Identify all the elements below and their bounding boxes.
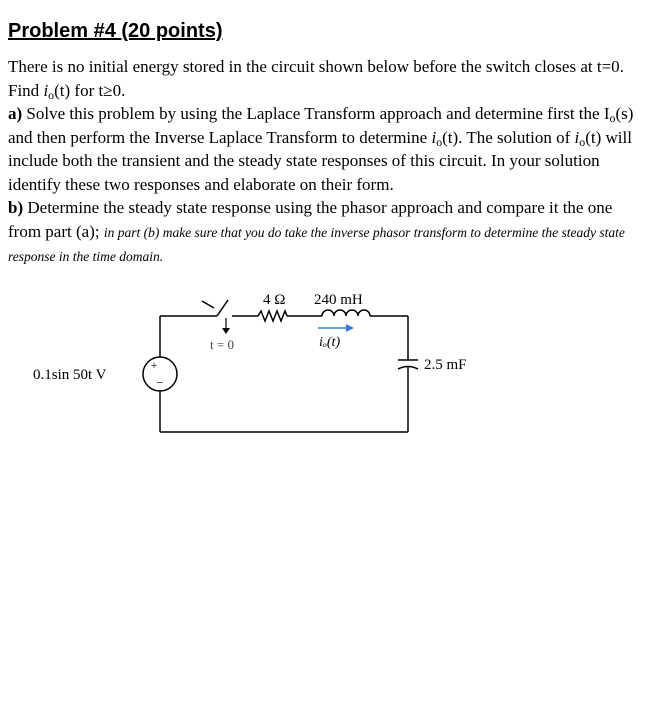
- part-b-note: in part (b) make sure that you do take the inverse phasor transform to determine the steady state response in the time domain.: [8, 224, 625, 264]
- part-a-text-3: (t). The solution of: [442, 127, 575, 147]
- resistor-label: 4 Ω: [263, 292, 286, 308]
- source-plus: +: [150, 358, 158, 372]
- switch-contact: [202, 301, 214, 308]
- part-a-sub-3: o: [579, 134, 586, 149]
- part-b-text-1: Determine the steady state response using the phasor approach and compare it the one from part (a);: [8, 198, 613, 241]
- circuit-diagram: [0, 270, 652, 445]
- intro-text-1: There is no initial energy stored in the circuit shown below before the switch closes at t=0. Find: [8, 57, 624, 100]
- current-arrow-head: [346, 324, 354, 332]
- inductor-label: 240 mH: [314, 292, 363, 308]
- part-b-label: b): [8, 198, 24, 217]
- intro-sub: o: [48, 87, 55, 102]
- capacitor-label: 2.5 mF: [424, 357, 467, 373]
- part-a-text-1: Solve this problem by using the Laplace Transform approach and determine first the I: [22, 104, 610, 123]
- source-minus: −: [156, 375, 164, 390]
- switch-arrow-head: [222, 328, 230, 334]
- problem-text: [8, 55, 648, 269]
- inductor-240mh: [322, 310, 370, 316]
- intro-paragraph: [8, 55, 648, 102]
- part-a-text-4: (t) will include both the transient and the steady state responses of this circuit. In your solution identify these two responses and elaborate on their form.: [8, 127, 632, 194]
- current-label: iₒ(t): [319, 335, 341, 350]
- intro-var: i: [43, 80, 49, 100]
- part-a-paragraph: [8, 102, 648, 196]
- part-a-label: a): [8, 104, 23, 123]
- switch-label: t = 0: [210, 337, 234, 352]
- source-label: 0.1sin 50t V: [33, 367, 107, 383]
- switch-blade: [217, 300, 228, 316]
- resistor-4ohm: [258, 311, 287, 321]
- part-a-sub-2: o: [436, 134, 443, 149]
- part-a-sub-1: o: [609, 110, 616, 125]
- part-a-text-2: (s) and then perform the Inverse Laplace Transform to determine: [8, 104, 634, 147]
- part-a-var-2: i: [431, 127, 437, 147]
- problem-title: Problem #4 (20 points): [8, 20, 223, 42]
- part-a-var-3: i: [574, 127, 580, 147]
- intro-text-2: (t) for t: [54, 80, 104, 100]
- part-b-paragraph: [8, 196, 648, 269]
- intro-text-3: 0.: [112, 80, 126, 100]
- intro-ge-symbol: ≥: [103, 80, 113, 100]
